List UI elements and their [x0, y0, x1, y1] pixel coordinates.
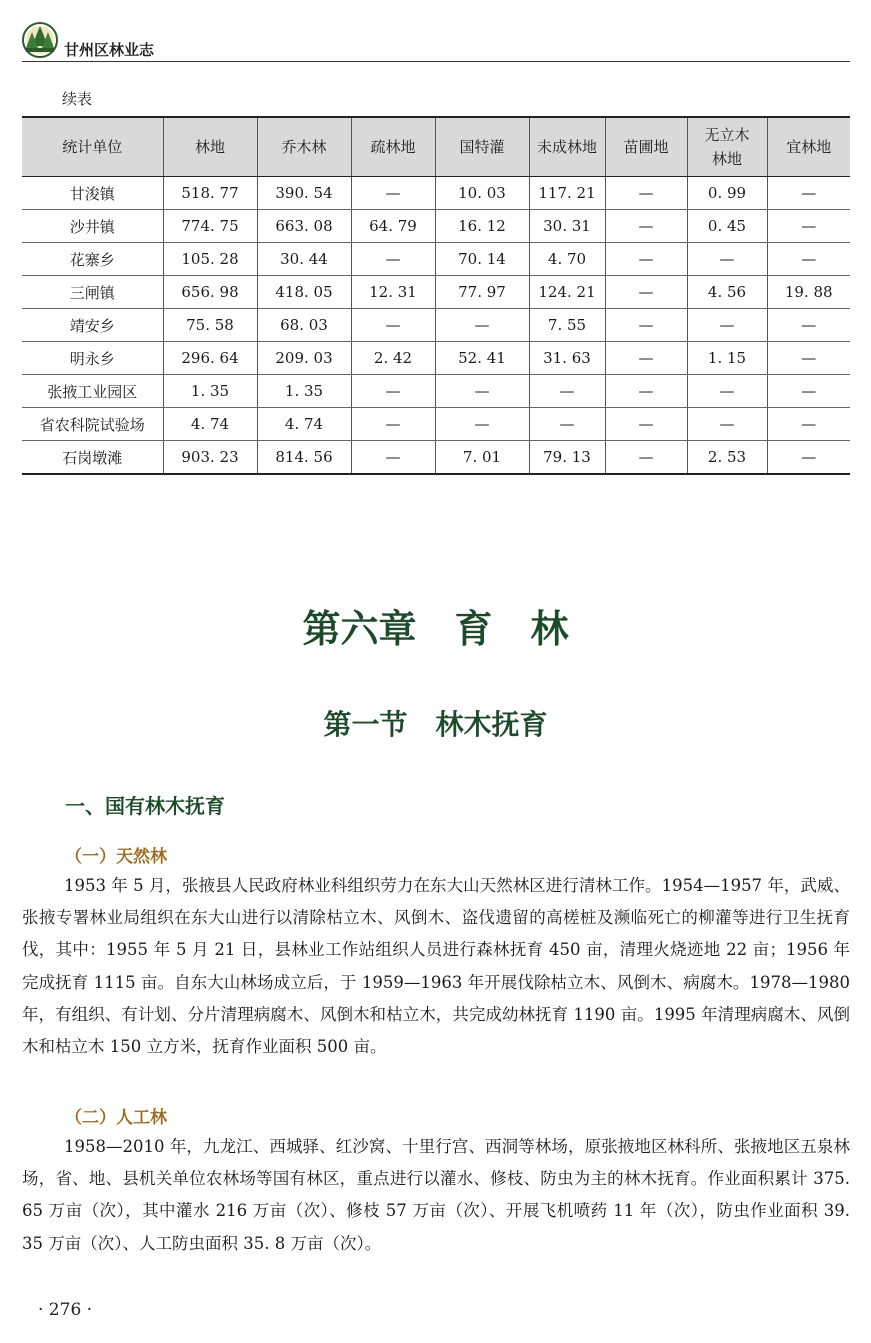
table-cell-unit: 沙井镇	[22, 210, 163, 243]
table-cell: 75. 58	[163, 309, 257, 342]
table-cell: —	[351, 243, 435, 276]
table-cell: 30. 31	[529, 210, 605, 243]
table-cell: 4. 74	[257, 408, 351, 441]
table-cell: —	[351, 309, 435, 342]
table-cell: 814. 56	[257, 441, 351, 475]
table-row	[22, 243, 850, 276]
header-title: 甘州区林业志	[64, 41, 155, 59]
heading-state-forest-tending: 一、国有林木抚育	[65, 794, 225, 818]
section-title: 第一节 林木抚育	[323, 708, 548, 741]
table-cell: 663. 08	[257, 210, 351, 243]
table-cell: 117. 21	[529, 177, 605, 210]
column-header: 疏林地	[351, 117, 435, 177]
table-cell: 31. 63	[529, 342, 605, 375]
table-cell: 79. 13	[529, 441, 605, 475]
column-header: 宜林地	[767, 117, 850, 177]
table-row	[22, 177, 850, 210]
table-cell: 124. 21	[529, 276, 605, 309]
table-cell: 19. 88	[767, 276, 850, 309]
table-row	[22, 276, 850, 309]
table-cell: —	[687, 243, 767, 276]
forest-logo-icon	[22, 22, 58, 58]
column-header: 苗圃地	[605, 117, 687, 177]
table-cell: 1. 15	[687, 342, 767, 375]
table-cell: —	[351, 441, 435, 475]
table-cell: —	[767, 375, 850, 408]
table-cell: —	[435, 375, 529, 408]
column-header: 国特灌	[435, 117, 529, 177]
column-header: 统计单位	[22, 117, 163, 177]
table-cell: 1. 35	[257, 375, 351, 408]
table-cell: —	[529, 408, 605, 441]
column-header: 林地	[163, 117, 257, 177]
table-cell-unit: 明永乡	[22, 342, 163, 375]
table-cell: —	[687, 309, 767, 342]
page-number: · 276 ·	[38, 1300, 93, 1320]
table-cell: 0. 45	[687, 210, 767, 243]
table-cell: —	[767, 177, 850, 210]
table-cell: 518. 77	[163, 177, 257, 210]
table-cell: —	[605, 375, 687, 408]
table-cell-unit: 石岗墩滩	[22, 441, 163, 475]
table-cell: 70. 14	[435, 243, 529, 276]
header-rule	[22, 61, 850, 62]
paragraph-plantation-forest: 1958—2010 年，九龙江、西城驿、红沙窝、十里行宫、西洞等林场，原张掖地区林科所、张掖地区五泉林场，省、地、县机关单位农林场等国有林区，重点进行以灌水、修枝、防虫为主的林木抚育。作业面积累计 375. 65 万亩（次），其中灌水 216 万亩（次）、修枝 57 万亩（次）、开展飞机喷药 11 年（次），防虫作业面积 39. 35 万亩（次）、人工防虫面积 35. 8 万亩（次）。	[22, 1137, 850, 1253]
table-cell: 4. 74	[163, 408, 257, 441]
table-cell: —	[767, 441, 850, 475]
table-cell-unit: 省农科院试验场	[22, 408, 163, 441]
table-body	[22, 177, 850, 475]
page-header	[22, 22, 850, 62]
table-row	[22, 210, 850, 243]
table-cell: 64. 79	[351, 210, 435, 243]
table-cell: —	[767, 309, 850, 342]
table-cell: —	[605, 441, 687, 475]
table-cell: —	[435, 309, 529, 342]
table-cell: 2. 53	[687, 441, 767, 475]
table-cell: —	[687, 375, 767, 408]
table-cell: 418. 05	[257, 276, 351, 309]
table-cell: —	[351, 177, 435, 210]
table-cell: —	[767, 342, 850, 375]
table-cell: —	[605, 243, 687, 276]
table-cell: 390. 54	[257, 177, 351, 210]
table-cell: 656. 98	[163, 276, 257, 309]
table-cell: —	[351, 375, 435, 408]
table-cell: 7. 55	[529, 309, 605, 342]
table-cell: —	[605, 342, 687, 375]
table-cell: 903. 23	[163, 441, 257, 475]
table-cell: 105. 28	[163, 243, 257, 276]
subheading-plantation-forest: （二）人工林	[65, 1108, 167, 1128]
table-cell: 0. 99	[687, 177, 767, 210]
table-cell-unit: 三闸镇	[22, 276, 163, 309]
table-row	[22, 342, 850, 375]
column-header: 无立木林地	[687, 117, 767, 177]
column-header: 乔木林	[257, 117, 351, 177]
table-cell: 7. 01	[435, 441, 529, 475]
table-cell: 1. 35	[163, 375, 257, 408]
column-header: 未成林地	[529, 117, 605, 177]
table-cell: 77. 97	[435, 276, 529, 309]
table-cell: —	[687, 408, 767, 441]
table-cell: —	[767, 210, 850, 243]
table-cell: 30. 44	[257, 243, 351, 276]
paragraph-natural-forest: 1953 年 5 月，张掖县人民政府林业科组织劳力在东大山天然林区进行清林工作。1954—1957 年，武威、张掖专署林业局组织在东大山进行以清除枯立木、风倒木、盗伐遗留的高槎桩及濒临死亡的柳灌等进行卫生抚育伐，其中：1955 年 5 月 21 日，县林业工作站组织人员进行森林抚育 450 亩，清理火烧迹地 22 亩；1956 年完成抚育 1115 亩。自东大山林场成立后，于 1959—1963 年开展伐除枯立木、风倒木、病腐木。1978—1980 年，有组织、有计划、分片清理病腐木、风倒木和枯立木，共完成幼林抚育 1190 亩。1995 年清理病腐木、风倒木和枯立木 150 立方米，抚育作业面积 500 亩。	[22, 876, 850, 1057]
table-row	[22, 309, 850, 342]
subheading-natural-forest: （一）天然林	[65, 847, 167, 867]
table-header-row	[22, 117, 850, 177]
table-cell-unit: 靖安乡	[22, 309, 163, 342]
table-cell: 774. 75	[163, 210, 257, 243]
table-cell: 209. 03	[257, 342, 351, 375]
table-cell: —	[767, 408, 850, 441]
table-cell-unit: 张掖工业园区	[22, 375, 163, 408]
table-cell-unit: 甘浚镇	[22, 177, 163, 210]
table-cell: 4. 56	[687, 276, 767, 309]
table-cell: 4. 70	[529, 243, 605, 276]
table-cell: 10. 03	[435, 177, 529, 210]
table-cell: —	[605, 210, 687, 243]
table-row	[22, 441, 850, 475]
table-cell: 12. 31	[351, 276, 435, 309]
table-cell: 52. 41	[435, 342, 529, 375]
table-cell: 16. 12	[435, 210, 529, 243]
table-cell: —	[351, 408, 435, 441]
forest-land-table	[22, 116, 850, 475]
table-row	[22, 375, 850, 408]
table-continuation-label: 续表	[62, 90, 93, 108]
chapter-title: 第六章 育 林	[302, 607, 569, 651]
table-cell: 296. 64	[163, 342, 257, 375]
table-cell: 68. 03	[257, 309, 351, 342]
table-cell: —	[529, 375, 605, 408]
table-cell: 2. 42	[351, 342, 435, 375]
table-cell: —	[605, 276, 687, 309]
table-cell: —	[605, 408, 687, 441]
table-cell: —	[767, 243, 850, 276]
table-cell-unit: 花寨乡	[22, 243, 163, 276]
table-row	[22, 408, 850, 441]
table-cell: —	[435, 408, 529, 441]
table-cell: —	[605, 309, 687, 342]
table-cell: —	[605, 177, 687, 210]
